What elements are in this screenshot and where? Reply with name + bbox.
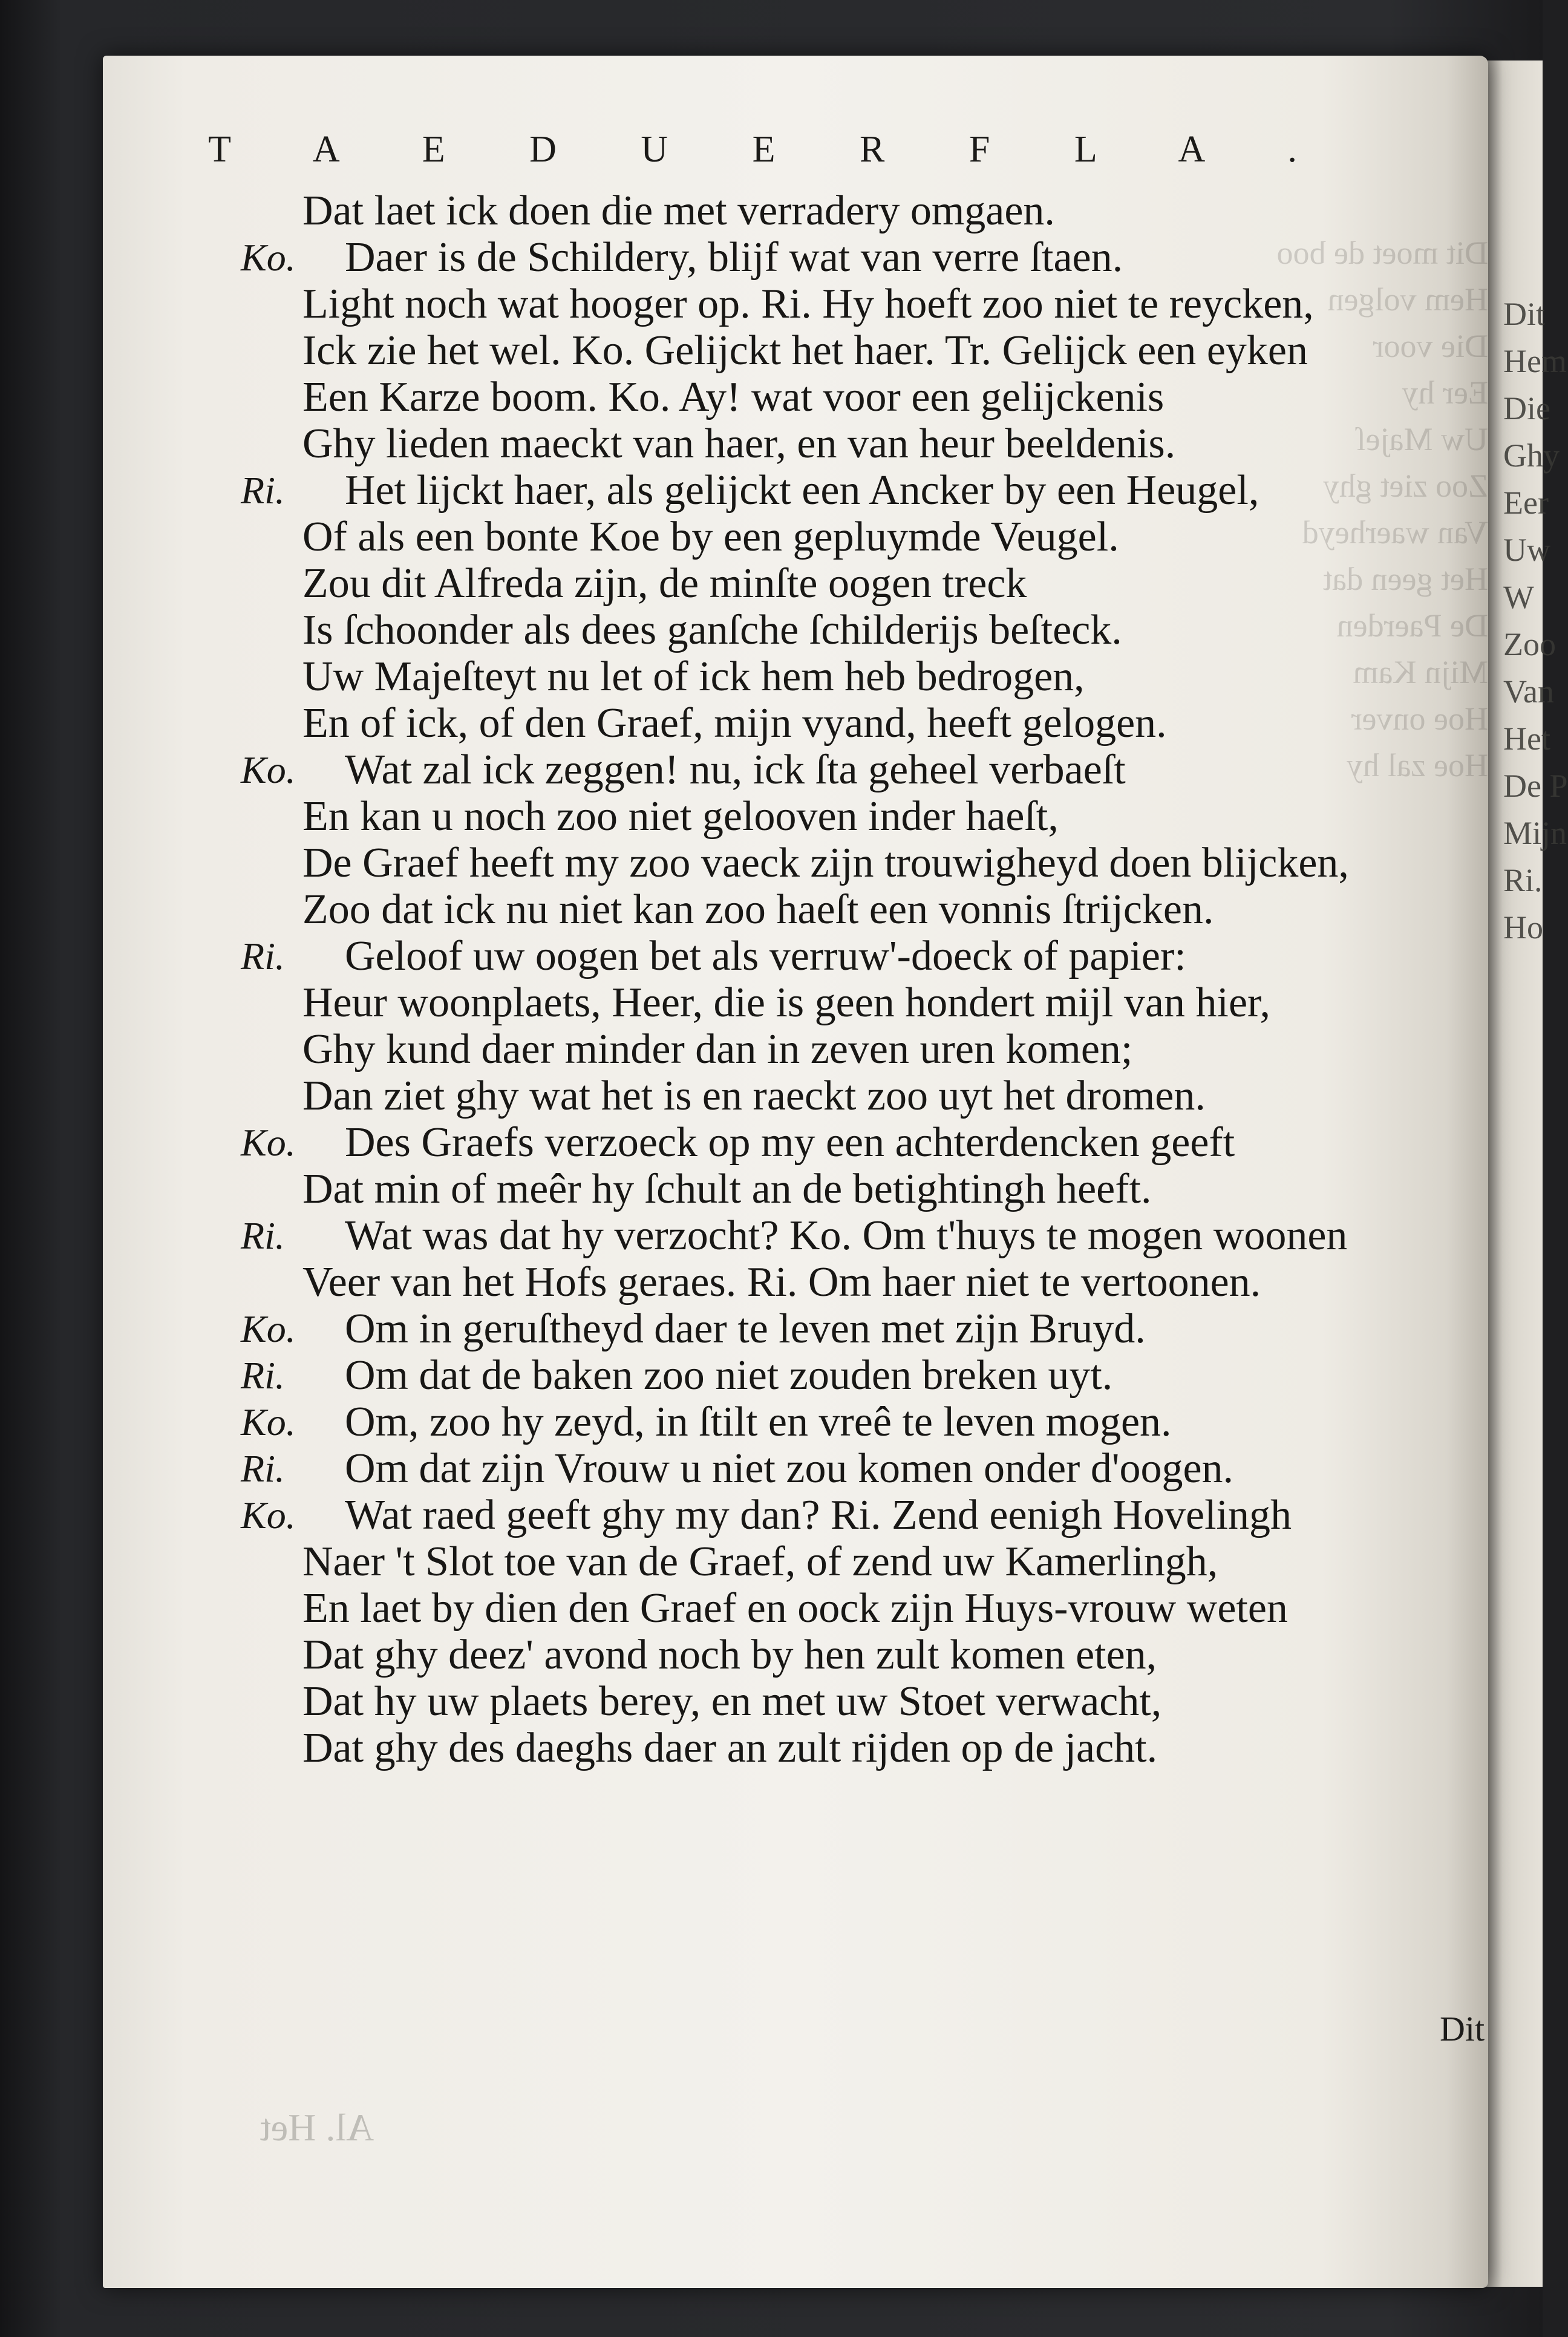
verse-line-text: Om, zoo hy zeyd, in ſtilt en vreê te leven mogen. — [345, 1399, 1172, 1445]
verse-line-text: Zoo dat ick nu niet kan zoo haeſt een vonnis ſtrijcken. — [302, 886, 1214, 933]
verse-line-text: Des Graefs verzoeck op my een achterdencken geeft — [345, 1119, 1235, 1166]
verse-line — [242, 467, 1470, 514]
verse-line-text: Of als een bonte Koe by een gepluymde Veugel. — [302, 514, 1119, 560]
verse-line-text: Dat ghy deez' avond noch by hen zult komen eten, — [302, 1632, 1157, 1678]
verse-line-text: En kan u noch zoo niet gelooven inder haeſt, — [302, 793, 1059, 840]
verse-line-text: Het lijckt haer, als gelijckt een Ancker by een Heugel, — [345, 467, 1259, 514]
verse-line-text: En laet by dien den Graef en oock zijn Huys-vrouw weten — [302, 1585, 1288, 1632]
verse-line — [242, 420, 1470, 467]
verse-line-text: Is ſchoonder als dees ganſche ſchilderijs beſteck. — [302, 607, 1122, 653]
verse-line — [242, 1259, 1470, 1306]
verse-line — [242, 1119, 1470, 1166]
verse-line-text: Wat raed geeft ghy my dan? Ri. Zend eenigh Hovelingh — [345, 1492, 1292, 1538]
verse-line-text: Heur woonplaets, Heer, die is geen hondert mijl van hier, — [302, 979, 1271, 1026]
verse-line — [242, 1212, 1470, 1259]
verse-line-text: Daer is de Schildery, blijf wat van verre ſtaen. — [345, 234, 1123, 281]
speaker-label: Ri. — [241, 1214, 285, 1257]
verse-line-text: Dat ghy des daeghs daer an zult rijden op de jacht. — [302, 1725, 1158, 1771]
show-through-text: Dit moet de boo Hem volgen Die voor Eer hy Uw Majeſ Zoo ziet ghy Van waerheyd Het geen dat De Paerden Mijn Kam Hoe onver Hoe zal hy — [1276, 235, 1488, 783]
verse-text — [242, 188, 1470, 1771]
verse-line — [242, 1725, 1470, 1771]
speaker-label: Ri. — [241, 469, 285, 512]
verse-line-text: Ghy kund daer minder dan in zeven uren komen; — [302, 1026, 1133, 1073]
verse-line — [242, 653, 1470, 700]
speaker-label: Ko. — [241, 748, 296, 791]
verse-line — [242, 1399, 1470, 1445]
verse-line-text: Ghy lieden maeckt van haer, en van heur beeldenis. — [302, 420, 1176, 467]
verse-line-text: Zou dit Alfreda zijn, de minſte oogen treck — [302, 560, 1027, 607]
verse-line-text: Dat min of meêr hy ſchult an de betightingh heeft. — [302, 1166, 1152, 1212]
verse-line — [242, 886, 1470, 933]
verse-line-text: Wat was dat hy verzocht? Ko. Om t'huys te mogen woonen — [345, 1212, 1348, 1259]
speaker-label: Ko. — [241, 1401, 296, 1443]
verse-line-text: Uw Majeſteyt nu let of ick hem heb bedrogen, — [302, 653, 1085, 700]
verse-line — [242, 1585, 1470, 1632]
speaker-label: Ri. — [241, 1447, 285, 1490]
verse-line — [242, 560, 1470, 607]
speaker-label: Ko. — [241, 1307, 296, 1350]
verse-line-text: De Graef heeft my zoo vaeck zijn trouwigheyd doen blijcken, — [302, 840, 1349, 886]
verse-line — [242, 1678, 1470, 1725]
verse-line-text: Dan ziet ghy wat het is en raeckt zoo uyt het dromen. — [302, 1073, 1206, 1119]
speaker-label: Ri. — [241, 935, 285, 978]
verse-line — [242, 234, 1470, 281]
verse-line-text: En of ick, of den Graef, mijn vyand, heeft gelogen. — [302, 700, 1167, 747]
verse-line — [242, 1166, 1470, 1212]
verse-line — [242, 188, 1470, 234]
verse-line — [242, 840, 1470, 886]
speaker-label: Ko. — [241, 1121, 296, 1164]
speaker-label: Ko. — [241, 1494, 296, 1537]
catchword: Dit — [1440, 2009, 1485, 2048]
verse-line-text: Ick zie het wel. Ko. Gelijckt het haer. Tr. Gelijck een eyken — [302, 327, 1308, 374]
verse-line — [242, 1632, 1470, 1678]
verse-line — [242, 933, 1470, 979]
verse-line-text: Dat laet ick doen die met verradery omgaen. — [302, 188, 1055, 234]
verse-line-text: Veer van het Hofs geraes. Ri. Om haer niet te vertoonen. — [302, 1259, 1261, 1306]
signature-show-through: Al. Het — [260, 2106, 374, 2149]
speaker-label: Ri. — [241, 1354, 285, 1397]
verse-line — [242, 700, 1470, 747]
verse-line-text: Om dat zijn Vrouw u niet zou komen onder d'oogen. — [345, 1445, 1234, 1492]
verse-line — [242, 1026, 1470, 1073]
verse-line — [242, 1445, 1470, 1492]
verse-line — [242, 607, 1470, 653]
verse-line-text: Een Karze boom. Ko. Ay! wat voor een gelijckenis — [302, 374, 1165, 420]
verse-line — [242, 327, 1470, 374]
verse-line — [242, 281, 1470, 327]
verse-line-text: Om in geruſtheyd daer te leven met zijn Bruyd. — [345, 1306, 1146, 1352]
verse-line — [242, 1492, 1470, 1538]
verse-line-text: Wat zal ick zeggen! nu, ick ſta geheel verbaeſt — [345, 747, 1126, 793]
facing-page-text: Dit Hem Die Ghy Eer Uw W Zoo Van Het De P Mijn Ri. Ho — [1503, 296, 1568, 946]
speaker-label: Ko. — [241, 236, 296, 279]
facing-page-edge — [1485, 60, 1568, 2287]
running-head: T A E D U E R F L A . — [208, 129, 1334, 170]
verse-line-text: Dat hy uw plaets berey, en met uw Stoet verwacht, — [302, 1678, 1162, 1725]
verse-line — [242, 1306, 1470, 1352]
verse-line — [242, 1352, 1470, 1399]
verse-line — [242, 1538, 1470, 1585]
verse-line — [242, 1073, 1470, 1119]
verse-line — [242, 793, 1470, 840]
verse-line-text: Geloof uw oogen bet als verruw'-doeck of papier: — [345, 933, 1186, 979]
verse-line — [242, 514, 1470, 560]
verse-line-text: Naer 't Slot toe van de Graef, of zend uw Kamerlingh, — [302, 1538, 1218, 1585]
verse-line-text: Light noch wat hooger op. Ri. Hy hoeft zoo niet te reycken, — [302, 281, 1314, 327]
verse-line — [242, 374, 1470, 420]
verse-line — [242, 979, 1470, 1026]
verse-line — [242, 747, 1470, 793]
verse-line-text: Om dat de baken zoo niet zouden breken uyt. — [345, 1352, 1113, 1399]
